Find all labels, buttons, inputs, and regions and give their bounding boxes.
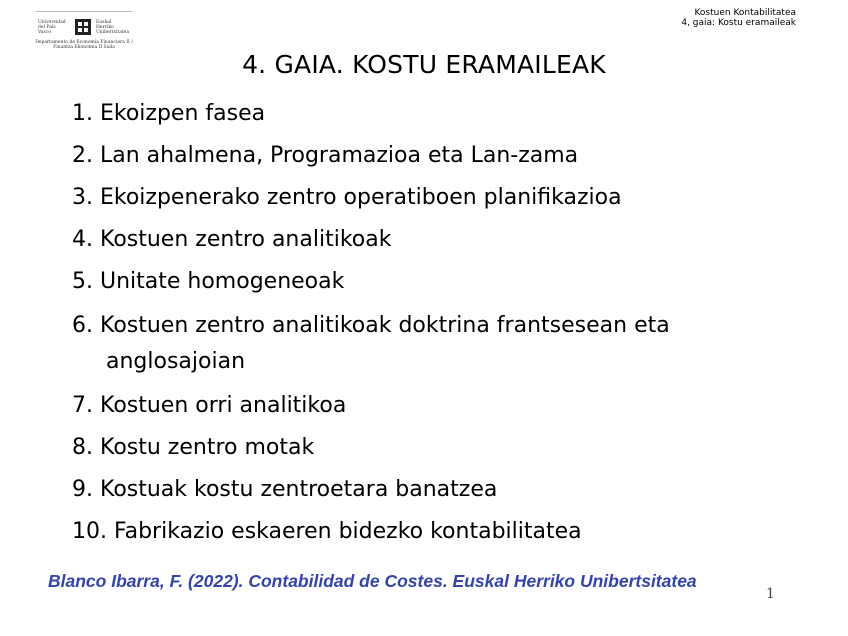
- toc-item-continuation: anglosajoian: [106, 349, 246, 374]
- university-name-basque: Euskal Herriko Unibertsitatea: [96, 20, 130, 35]
- source-citation: Blanco Ibarra, F. (2022). Contabilidad de Costes. Euskal Herriko Unibertsitatea: [48, 571, 697, 591]
- table-of-contents: [72, 98, 792, 558]
- page-title: 4. GAIA. KOSTU ERAMAILEAK: [242, 50, 606, 79]
- department-name: Departamento de Economía Financiera II / Finantza Ekonomia II Saila: [35, 40, 133, 50]
- university-emblem-icon: [72, 18, 94, 36]
- toc-item: 10. Fabrikazio eskaeren bidezko kontabilitatea: [72, 519, 582, 544]
- header-chapter: 4, gaia: Kostu eramaileak: [681, 18, 796, 28]
- toc-item-line: 6. Kostuen zentro analitikoak doktrina frantsesean eta: [72, 313, 670, 338]
- toc-item: 4. Kostuen zentro analitikoak: [72, 227, 392, 252]
- toc-item: [72, 308, 792, 380]
- toc-item: 3. Ekoizpenerako zentro operatiboen planifikazioa: [72, 185, 622, 210]
- toc-item: 9. Kostuak kostu zentroetara banatzea: [72, 477, 498, 502]
- running-header: [681, 8, 796, 28]
- toc-item: 2. Lan ahalmena, Programazioa eta Lan-zama: [72, 143, 579, 168]
- logo-divider: [36, 11, 132, 12]
- university-name-spanish: Universidad del País Vasco: [38, 20, 66, 35]
- toc-item: 7. Kostuen orri analitikoa: [72, 393, 347, 418]
- university-logo: [34, 8, 134, 56]
- toc-item: 5. Unitate homogeneoak: [72, 269, 345, 294]
- toc-item: 8. Kostu zentro motak: [72, 435, 315, 460]
- header-course: Kostuen Kontabilitatea: [694, 8, 796, 18]
- page-number: 1: [766, 586, 775, 602]
- toc-item: 1. Ekoizpen fasea: [72, 101, 266, 126]
